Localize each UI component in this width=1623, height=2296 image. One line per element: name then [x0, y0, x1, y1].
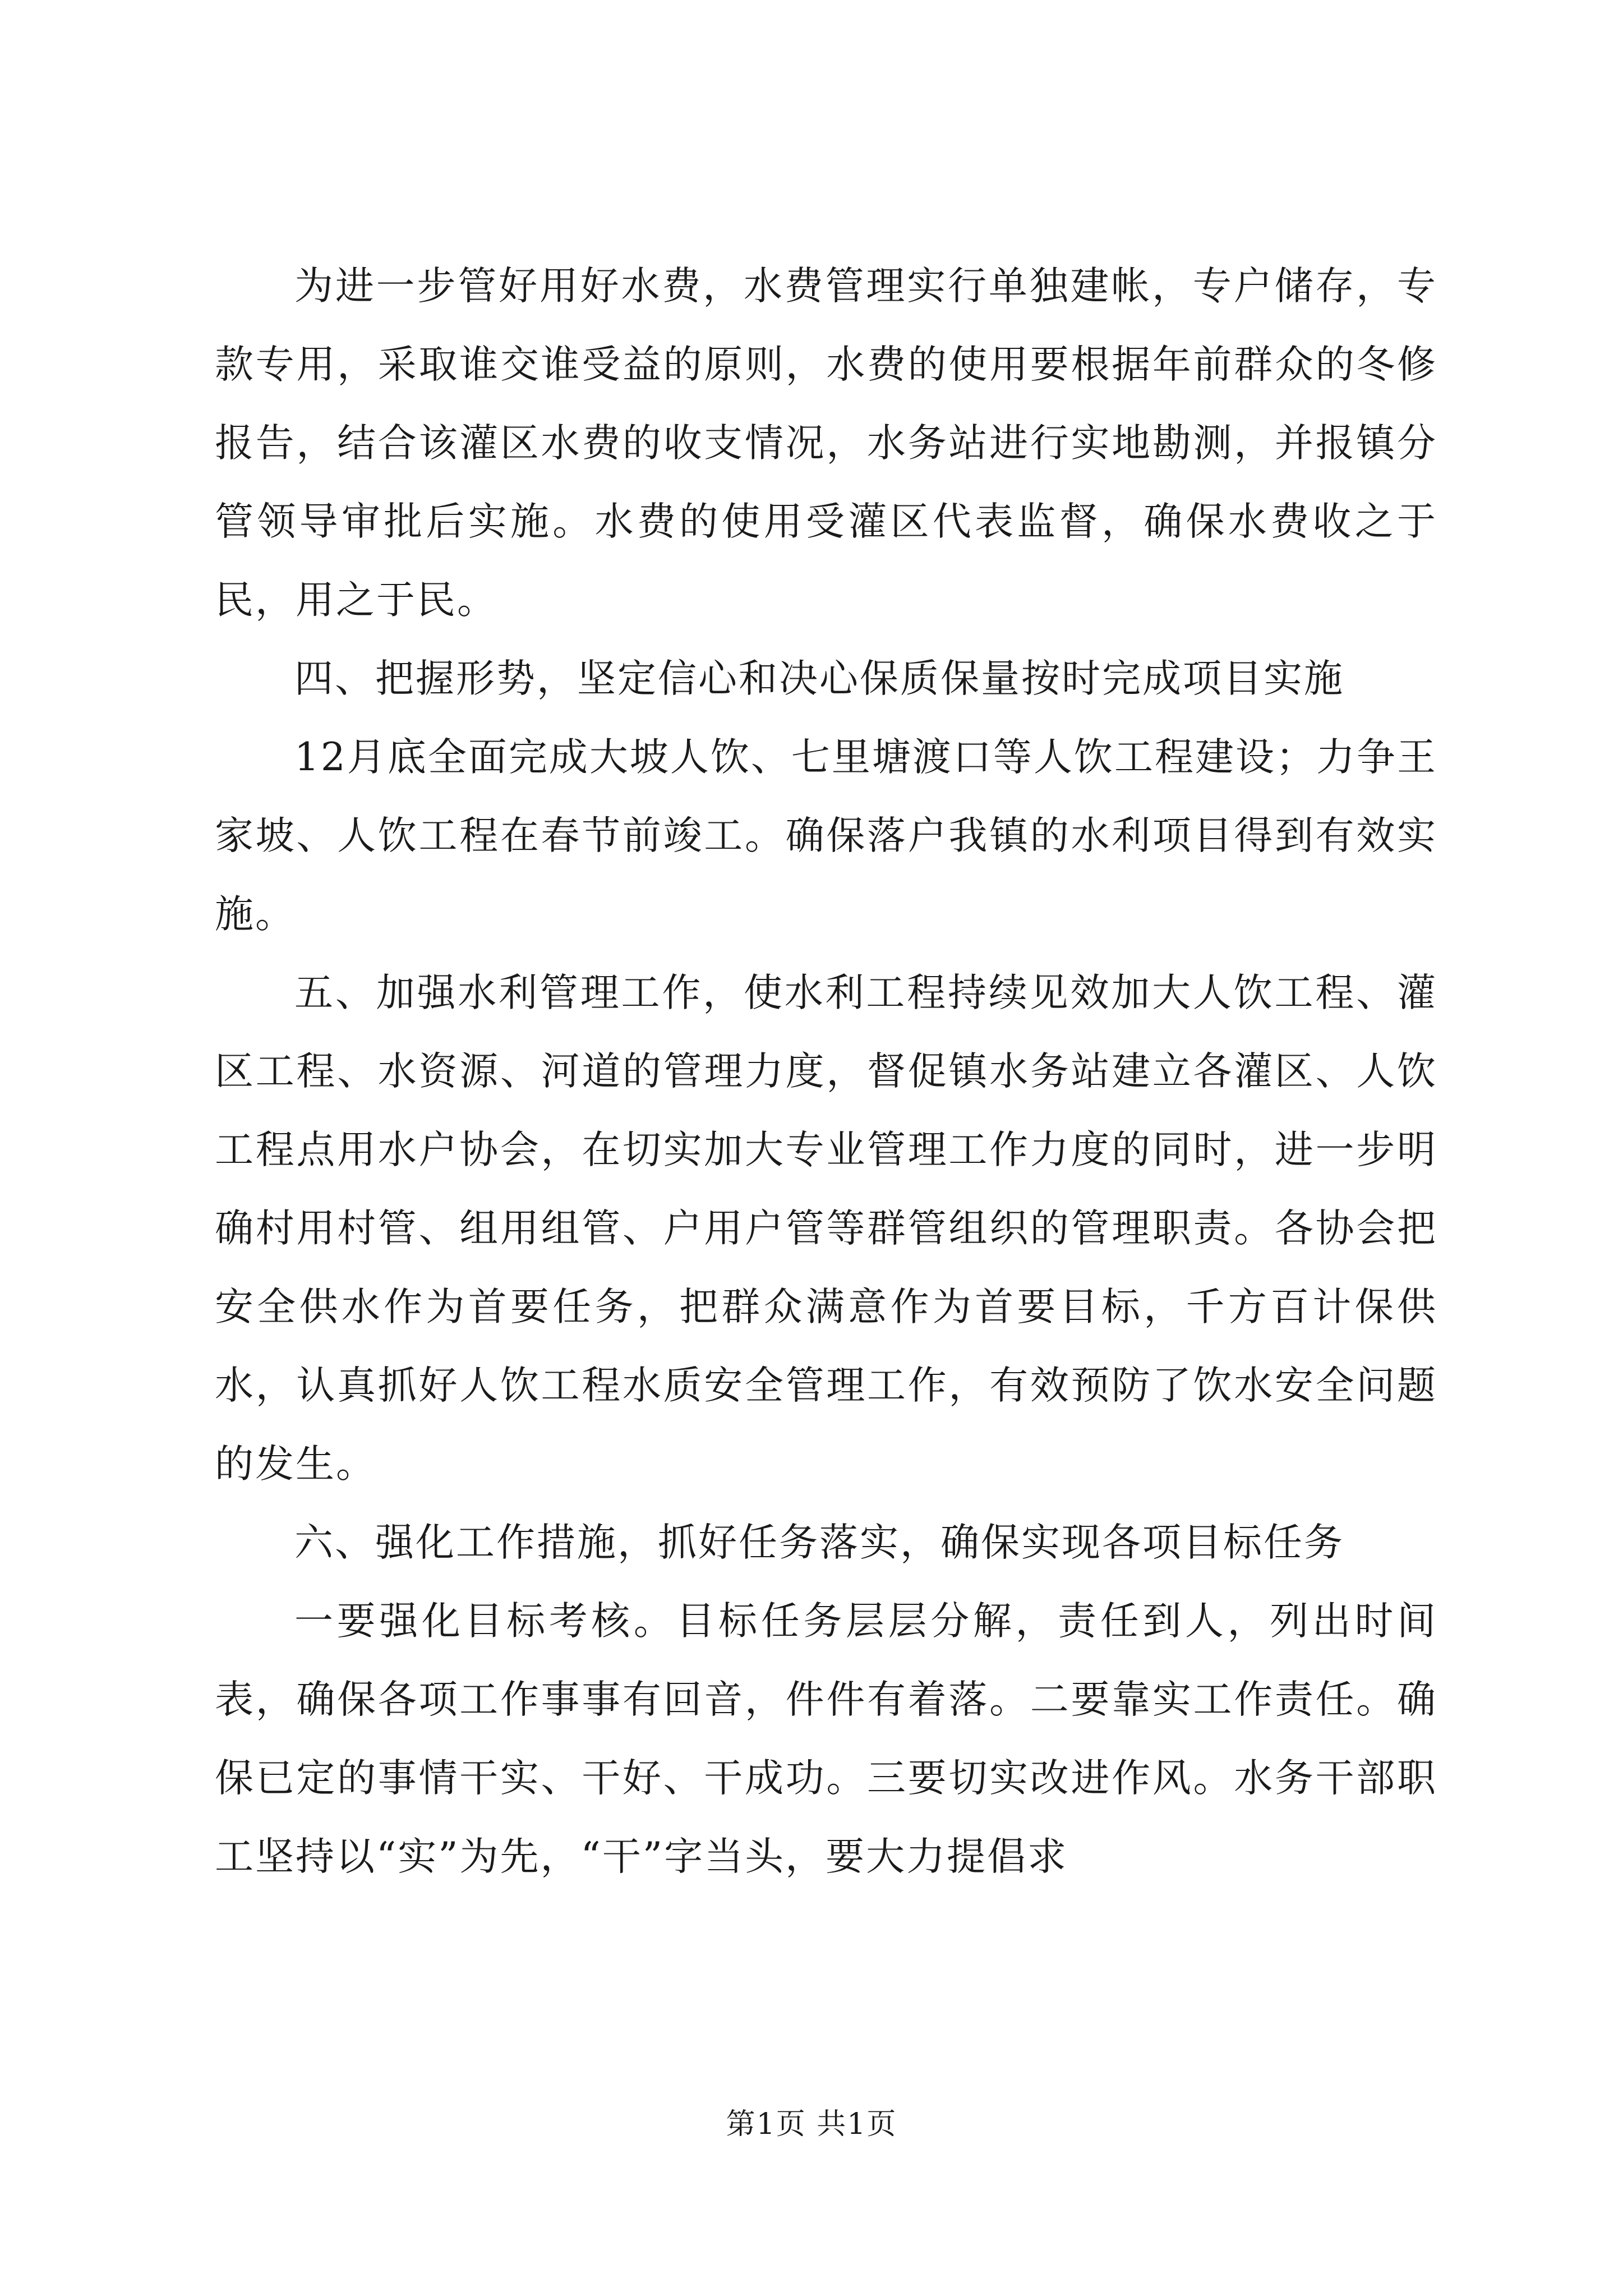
document-body — [215, 247, 1437, 1896]
page-footer: 第1页 共1页 — [726, 2108, 897, 2141]
paragraph-water-fee-management: 为进一步管好用好水费，水费管理实行单独建帐，专户储存，专款专用，采取谁交谁受益的原则，水费的使用要根据年前群众的冬修报告，结合该灌区水费的收支情况，水务站进行实地勘测，并报镇分管领导审批后实施。水费的使用受灌区代表监督，确保水费收之于民，用之于民。 — [215, 264, 1437, 623]
paragraph-project-completion: 12月底全面完成大坡人饮、七里塘渡口等人饮工程建设；力争王家坡、人饮工程在春节前竣工。确保落户我镇的水利项目得到有效实施。 — [215, 735, 1437, 937]
paragraph-work-measures: 一要强化目标考核。目标任务层层分解，责任到人，列出时间表，确保各项工作事事有回音，件件有着落。二要靠实工作责任。确保已定的事情干实、干好、干成功。三要切实改进作风。水务干部职工坚持以“实”为先，“干”字当头，要大力提倡求 — [215, 1599, 1437, 1879]
heading-section-six: 六、强化工作措施，抓好任务落实，确保实现各项目标任务 — [294, 1520, 1344, 1565]
heading-section-four: 四、把握形势，坚定信心和决心保质保量按时完成项目实施 — [294, 656, 1344, 701]
paragraph-section-five-management: 五、加强水利管理工作，使水利工程持续见效加大人饮工程、灌区工程、水资源、河道的管理力度，督促镇水务站建立各灌区、人饮工程点用水户协会，在切实加大专业管理工作力度的同时，进一步明确村用村管、组用组管、户用户管等群管组织的管理职责。各协会把安全供水作为首要任务，把群众满意作为首要目标，千方百计保供水，认真抓好人饮工程水质安全管理工作，有效预防了饮水安全问题的发生。 — [215, 970, 1437, 1487]
